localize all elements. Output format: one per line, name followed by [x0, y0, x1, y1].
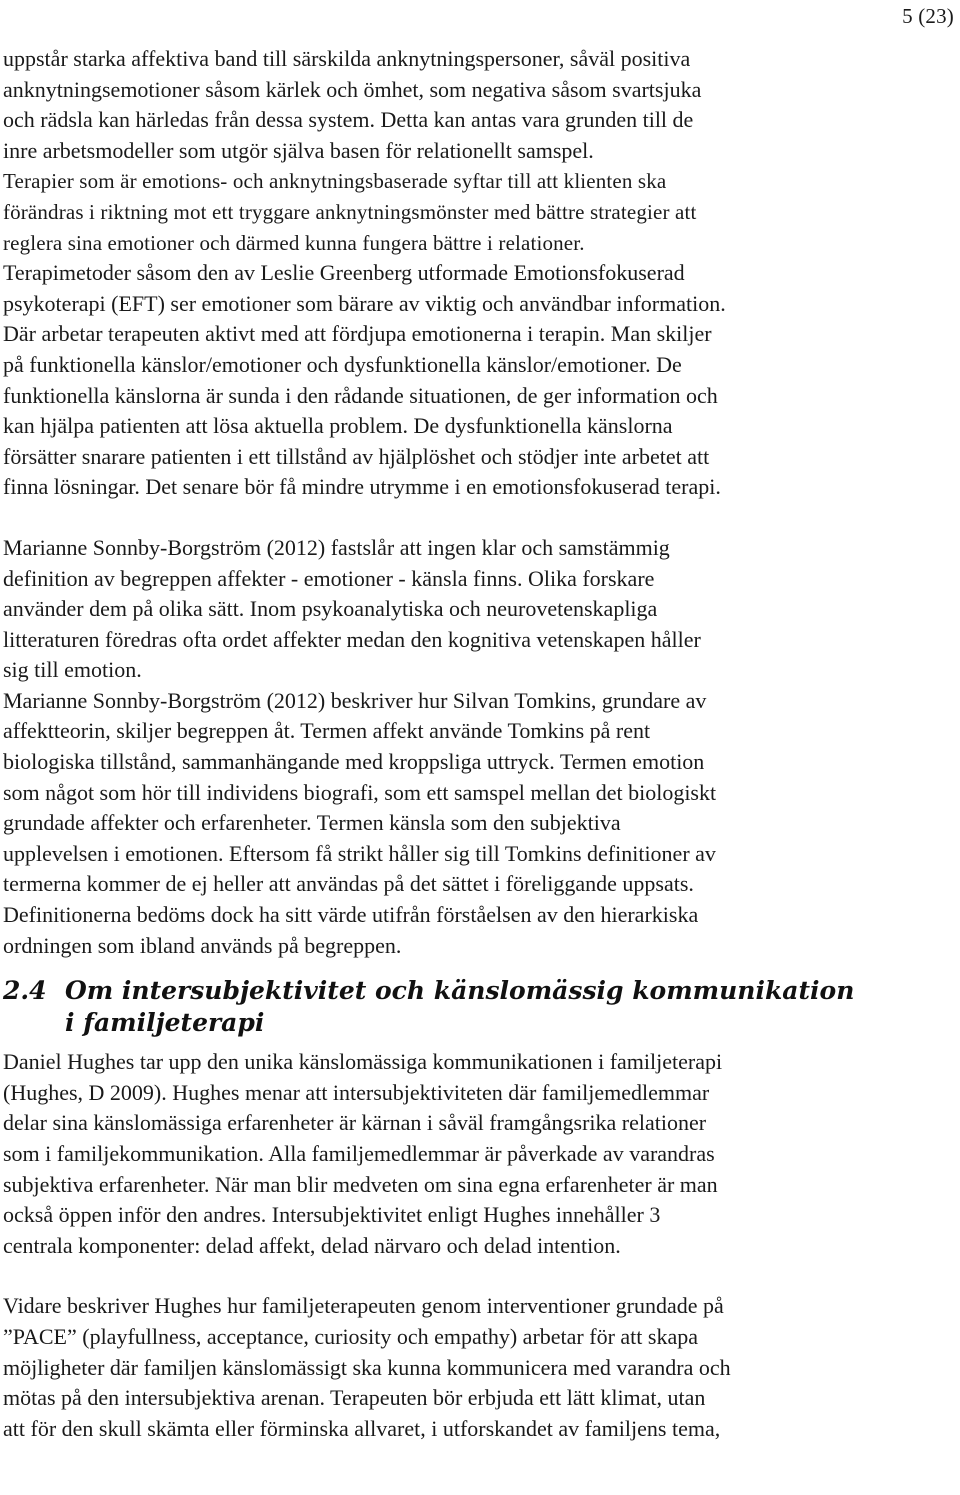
- text-line: möjligheter där familjen känslomässigt ska kunna kommunicera med varandra och: [3, 1354, 731, 1380]
- section-title: Om intersubjektivitet och känslomässig kommunikation: [65, 976, 855, 1006]
- text-line: Definitionerna bedöms dock ha sitt värde utifrån förståelsen av den hierarkiska: [3, 902, 699, 928]
- section-title-continued: i familjeterapi: [65, 1008, 265, 1038]
- text-line: grundade affekter och erfarenheter. Termen känsla som den subjektiva: [3, 810, 621, 836]
- section-heading-line-2: [3, 1007, 955, 1039]
- paragraph-attachment-therapies: [3, 44, 955, 503]
- text-line: funktionella känslorna är sunda i den rådande situationen, de ger information och: [3, 382, 718, 408]
- text-line: litteraturen föredras ofta ordet affekter medan den kognitiva vetenskapen håller: [3, 626, 701, 652]
- paragraph-spacer: [3, 503, 955, 533]
- text-line: också öppen inför den andres. Intersubjektivitet enligt Hughes innehåller 3: [3, 1202, 661, 1228]
- text-line: (Hughes, D 2009). Hughes menar att intersubjektiviteten där familjemedlemmar: [3, 1079, 710, 1105]
- text-line: psykoterapi (EFT) ser emotioner som bärare av viktig och användbar information.: [3, 290, 726, 316]
- text-line: reglera sina emotioner och därmed kunna fungera bättre i relationer.: [3, 230, 585, 255]
- text-line: Vidare beskriver Hughes hur familjeterapeuten genom interventioner grundade på: [3, 1293, 724, 1319]
- paragraph-hughes-intersubjectivity: [3, 1047, 955, 1261]
- text-line: förändras i riktning mot ett tryggare anknytningsmönster med bättre strategier att: [3, 199, 697, 224]
- text-line: Terapimetoder såsom den av Leslie Greenberg utformade Emotionsfokuserad: [3, 260, 685, 286]
- text-line: biologiska tillstånd, sammanhängande med kroppsliga uttryck. Termen emotion: [3, 749, 705, 775]
- text-line: termerna kommer de ej heller att användas på det sättet i föreliggande uppsats.: [3, 871, 694, 897]
- section-heading: [3, 975, 955, 1039]
- text-line: på funktionella känslor/emotioner och dysfunktionella känslor/emotioner. De: [3, 351, 682, 377]
- text-line: Terapier som är emotions- och anknytningsbaserade syftar till att klienten ska: [3, 169, 667, 194]
- text-line: ordningen som ibland används på begreppen.: [3, 932, 402, 958]
- text-line: upplevelsen i emotionen. Eftersom få strikt håller sig till Tomkins definitioner av: [3, 840, 716, 866]
- text-line: mötas på den intersubjektiva arenan. Terapeuten bör erbjuda ett lätt klimat, utan: [3, 1385, 706, 1411]
- text-line: Marianne Sonnby-Borgström (2012) fastslår att ingen klar och samstämmig: [3, 534, 670, 560]
- text-line: anknytningsemotioner såsom kärlek och ömhet, som negativa såsom svartsjuka: [3, 76, 702, 102]
- paragraph-spacer: [3, 1261, 955, 1291]
- text-line: som i familjekommunikation. Alla familjemedlemmar är påverkade av varandras: [3, 1141, 715, 1166]
- text-line: ”PACE” (playfullness, acceptance, curiosity och empathy) arbetar för att skapa: [3, 1323, 698, 1349]
- page-number: 5 (23): [902, 4, 954, 28]
- section-number: 2.4: [3, 976, 47, 1006]
- text-line: affektteorin, skiljer begreppen åt. Termen affekt använde Tomkins på rent: [3, 718, 651, 744]
- text-line: delar sina känslomässiga erfarenheter är kärnan i såväl framgångsrika relationer: [3, 1110, 707, 1136]
- text-line: använder dem på olika sätt. Inom psykoanalytiska och neurovetenskapliga: [3, 596, 658, 622]
- text-line: Daniel Hughes tar upp den unika känslomässiga kommunikationen i familjeterapi: [3, 1049, 723, 1075]
- text-line: Där arbetar terapeuten aktivt med att fördjupa emotionerna i terapin. Man skiljer: [3, 321, 712, 347]
- text-line: försätter snarare patienten i ett tillstånd av hjälplöshet och stödjer inte arbetet att: [3, 443, 710, 469]
- section-heading-line-1: [3, 975, 955, 1007]
- paragraph-pace: [3, 1291, 955, 1444]
- text-line: sig till emotion.: [3, 657, 142, 683]
- text-line: kan hjälpa patienten att lösa aktuella problem. De dysfunktionella känslorna: [3, 413, 673, 439]
- text-line: och rädsla kan härledas från dessa system. Detta kan antas vara grunden till de: [3, 107, 694, 133]
- text-line: att för den skull skämta eller förminska allvaret, i utforskandet av familjens tema,: [3, 1415, 721, 1441]
- text-line: definition av begreppen affekter - emotioner - känsla finns. Olika forskare: [3, 565, 655, 591]
- text-line: subjektiva erfarenheter. När man blir medveten om sina egna erfarenheter är man: [3, 1171, 718, 1197]
- text-line: finna lösningar. Det senare bör få mindre utrymme i en emotionsfokuserad terapi.: [3, 474, 721, 500]
- paragraph-affect-definitions: [3, 533, 955, 961]
- document-body: [3, 44, 955, 1444]
- text-line: centrala komponenter: delad affekt, delad närvaro och delad intention.: [3, 1232, 621, 1258]
- text-line: uppstår starka affektiva band till särskilda anknytningspersoner, såväl positiva: [3, 46, 691, 71]
- text-line: inre arbetsmodeller som utgör själva basen för relationellt samspel.: [3, 137, 594, 163]
- text-line: som något som hör till individens biografi, som ett samspel mellan det biologiskt: [3, 779, 717, 805]
- text-line: Marianne Sonnby-Borgström (2012) beskriver hur Silvan Tomkins, grundare av: [3, 687, 707, 713]
